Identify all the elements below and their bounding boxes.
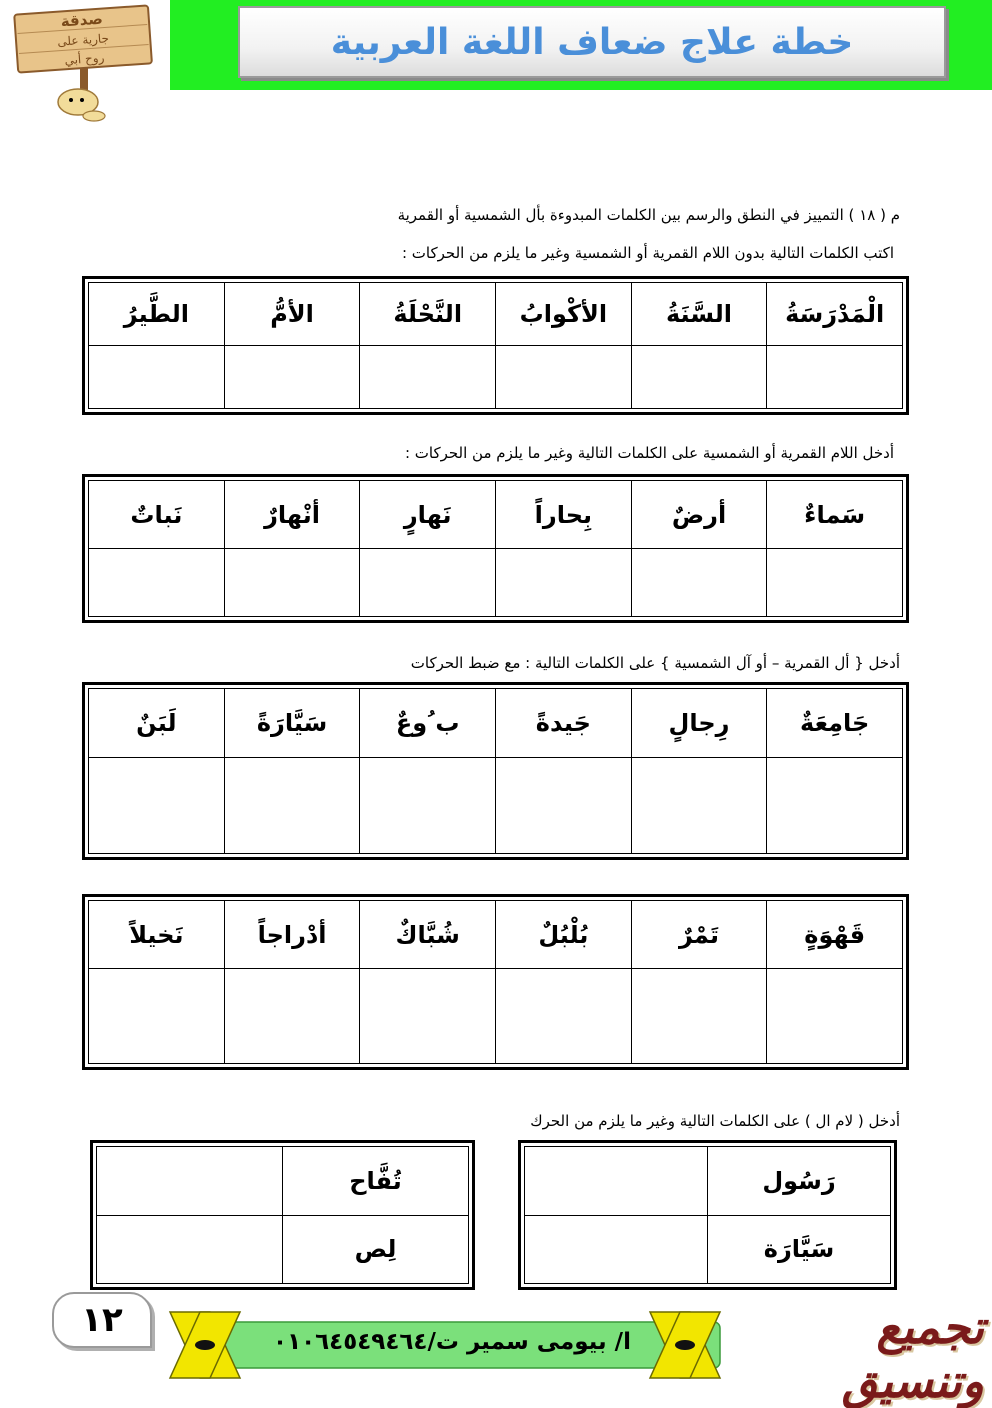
word-cell	[767, 481, 903, 549]
word: ب ُوعٌ	[395, 709, 460, 738]
page-number-tab	[52, 1292, 152, 1348]
answer-cell[interactable]	[525, 1215, 708, 1284]
word: أنْهارٌ	[264, 500, 320, 529]
section4-instruction: أدخل ( لام ال ) على الكلمات التالية وغير ما يلزم من الحرك	[530, 1112, 900, 1130]
section3-grid-b	[82, 894, 909, 1070]
answer-cell[interactable]	[767, 346, 903, 409]
word-cell	[767, 901, 903, 969]
word-cell	[708, 1147, 891, 1216]
word-cell	[631, 481, 767, 549]
answer-cell[interactable]	[631, 969, 767, 1064]
answer-cell[interactable]	[360, 758, 496, 854]
word-cell	[767, 689, 903, 758]
word: بُلْبُلٌ	[538, 920, 589, 949]
answer-cell[interactable]	[496, 969, 632, 1064]
answer-cell[interactable]	[631, 346, 767, 409]
word-cell	[283, 1147, 469, 1216]
word-cell	[360, 689, 496, 758]
word-cell	[224, 901, 360, 969]
word: رِجالٍ	[668, 709, 730, 738]
word-cell	[89, 481, 225, 549]
answer-cell[interactable]	[525, 1147, 708, 1216]
answer-cell[interactable]	[224, 346, 360, 409]
page-title: خطة علاج ضعاف اللغة العربية	[330, 21, 854, 63]
word-cell	[631, 689, 767, 758]
title-box	[238, 6, 946, 78]
word-cell	[767, 283, 903, 346]
answer-cell[interactable]	[224, 969, 360, 1064]
word: سَيَّارَة	[763, 1235, 835, 1264]
word-cell	[89, 283, 225, 346]
word-cell	[360, 283, 496, 346]
word-cell	[360, 481, 496, 549]
word-cell	[496, 283, 632, 346]
logo-line-2: جارية على	[56, 31, 110, 49]
word-cell	[496, 689, 632, 758]
section3-instruction: أدخل { أل القمرية – أو آل الشمسية } على الكلمات التالية : مع ضبط الحركات	[410, 654, 900, 672]
answer-cell[interactable]	[224, 758, 360, 854]
word-cell	[224, 481, 360, 549]
answer-cell[interactable]	[767, 549, 903, 617]
word-cell	[89, 901, 225, 969]
answer-cell[interactable]	[360, 549, 496, 617]
word: الْمَدْرَسَةُ	[785, 300, 885, 328]
page-number: ١٢	[81, 1300, 123, 1340]
word: لِص	[354, 1235, 397, 1264]
author-line: ا/ بيومى سمير ت/٠١٠٦٤٥٤٩٤٦٤	[273, 1329, 631, 1355]
word-cell	[360, 901, 496, 969]
word: سَيَّارَةً	[256, 709, 328, 738]
section2-grid	[82, 474, 909, 623]
word: نَباتٌ	[130, 500, 183, 529]
word-cell	[89, 689, 225, 758]
word: رَسُول	[762, 1166, 836, 1195]
answer-cell[interactable]	[89, 969, 225, 1064]
section3-grid-a	[82, 682, 909, 860]
charity-sign-logo	[8, 4, 158, 122]
word: جَامِعَةٌ	[800, 709, 870, 738]
section1-heading: م ( ١٨ ) التمييز في النطق والرسم بين الكلمات المبدوءة بأل الشمسية أو القمرية	[397, 206, 900, 224]
answer-cell[interactable]	[97, 1147, 283, 1216]
word: أرضٌ	[671, 500, 727, 529]
word-cell	[631, 901, 767, 969]
word-cell	[224, 689, 360, 758]
word: الطَّيرُ	[123, 300, 190, 328]
logo-line-3: روح أبي	[64, 50, 105, 68]
word: سَماءٌ	[804, 500, 866, 529]
word: بِحاراً	[534, 500, 593, 529]
word-cell	[631, 283, 767, 346]
word: لَبَنٌ	[136, 709, 177, 738]
word: النَّحْلَةُ	[393, 300, 463, 328]
word-cell	[496, 481, 632, 549]
word: جَيدةً	[535, 709, 591, 738]
word: أدْراجاً	[257, 920, 327, 949]
word: الأكْوابُ	[519, 300, 608, 328]
word: نَخيلاً	[129, 920, 184, 949]
answer-cell[interactable]	[89, 346, 225, 409]
answer-cell[interactable]	[360, 969, 496, 1064]
answer-cell[interactable]	[631, 758, 767, 854]
answer-cell[interactable]	[631, 549, 767, 617]
word: تُفَّاح	[349, 1166, 402, 1195]
word: السَّنَةُ	[666, 300, 733, 328]
word: الأمُّ	[270, 300, 314, 328]
word: تَمْرٌ	[679, 920, 720, 949]
answer-cell[interactable]	[496, 346, 632, 409]
section2-instruction: أدخل اللام القمرية أو الشمسية على الكلمات التالية وغير ما يلزم من الحركات :	[404, 444, 894, 462]
word-cell	[708, 1215, 891, 1284]
word-cell	[283, 1215, 469, 1284]
word: نَهارٍ	[403, 500, 452, 529]
word-cell	[224, 283, 360, 346]
word-cell	[496, 901, 632, 969]
section4-grid-right	[518, 1140, 897, 1290]
answer-cell[interactable]	[89, 758, 225, 854]
credit-text: تجميع وتنسيق	[841, 1300, 984, 1408]
answer-cell[interactable]	[97, 1215, 283, 1284]
answer-cell[interactable]	[89, 549, 225, 617]
answer-cell[interactable]	[767, 969, 903, 1064]
word: شُبَّاكٌ	[395, 920, 460, 949]
answer-cell[interactable]	[496, 549, 632, 617]
section1-grid	[82, 276, 909, 415]
word: قَهْوَةٍ	[804, 920, 866, 949]
answer-cell[interactable]	[360, 346, 496, 409]
answer-cell[interactable]	[224, 549, 360, 617]
answer-cell[interactable]	[767, 758, 903, 854]
section1-instruction: اكتب الكلمات التالية بدون اللام القمرية أو الشمسية وغير ما يلزم من الحركات :	[401, 244, 894, 262]
logo-line-1: صدقة	[60, 9, 104, 31]
section4-grid-left	[90, 1140, 475, 1290]
answer-cell[interactable]	[496, 758, 632, 854]
